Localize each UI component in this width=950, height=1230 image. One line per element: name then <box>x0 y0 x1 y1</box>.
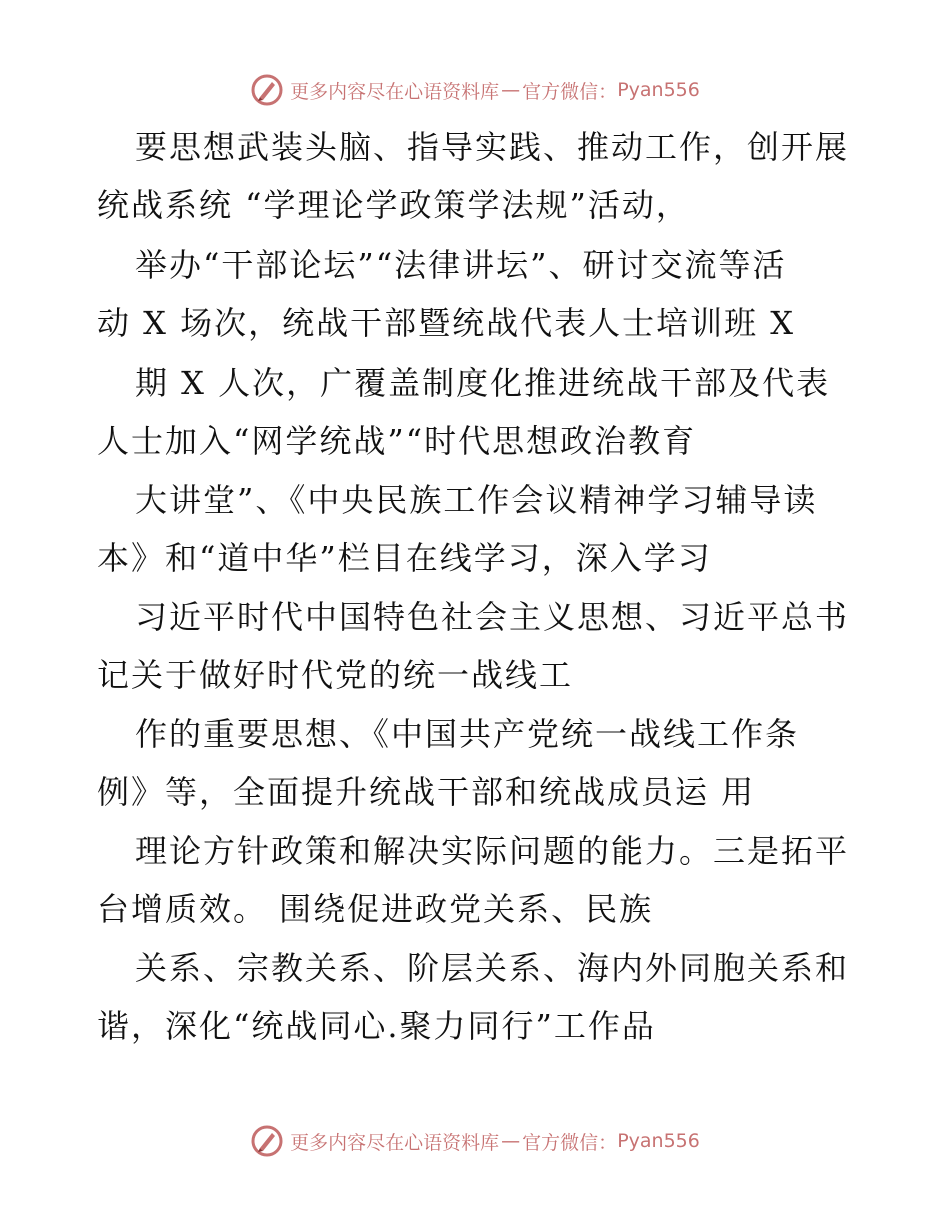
body-line: 本》和“道中华”栏目在线学习，深入学习 <box>97 539 712 577</box>
watermark-separator: — <box>501 1130 521 1152</box>
body-line: 台增质效。 围绕促进政党关系、民族 <box>97 890 654 928</box>
body-line: 期 X 人次，广覆盖制度化推进统战干部及代表 <box>135 364 831 402</box>
watermark-wechat-id: Pyan556 <box>617 1130 700 1152</box>
body-line: 人士加入“网学统战”“时代思想政治教育 <box>97 422 697 460</box>
body-line: 举办“干部论坛”“法律讲坛”、研讨交流等活 <box>135 246 787 284</box>
pen-logo-icon <box>250 73 284 107</box>
footer-watermark <box>0 1121 950 1161</box>
pen-logo-icon <box>250 1124 284 1158</box>
body-line: 动 X 场次，统战干部暨统战代表人士培训班 X <box>97 304 796 342</box>
body-line: 记关于做好时代党的统一战线工 <box>97 656 574 694</box>
watermark-brand: 更多内容尽在心语资料库 <box>290 80 500 103</box>
watermark-wechat-label: 官方微信： <box>522 80 618 103</box>
watermark-wechat-label: 官方微信： <box>522 1131 618 1154</box>
watermark-wechat-id: Pyan556 <box>617 79 700 101</box>
body-line: 要思想武装头脑、指导实践、推动工作，创开展 <box>135 128 850 166</box>
body-line: 统战系统 “学理论学政策学法规”活动， <box>97 186 690 224</box>
body-line: 关系、宗教关系、阶层关系、海内外同胞关系和 <box>135 949 850 987</box>
body-line: 例》等，全面提升统战干部和统战成员运 用 <box>97 773 756 811</box>
watermark-separator: — <box>501 79 521 101</box>
watermark-brand: 更多内容尽在心语资料库 <box>290 1131 500 1154</box>
header-watermark <box>0 70 950 110</box>
body-line: 习近平时代中国特色社会主义思想、习近平总书 <box>135 598 850 636</box>
body-line: 谐，深化“统战同心.聚力同行”工作品 <box>97 1007 656 1045</box>
body-line: 作的重要思想、《中国共产党统一战线工作条 <box>135 715 800 753</box>
body-line: 理论方针政策和解决实际问题的能力。三是拓平 <box>135 832 850 870</box>
body-line: 大讲堂”、《中央民族工作会议精神学习辅导读 <box>135 481 818 519</box>
